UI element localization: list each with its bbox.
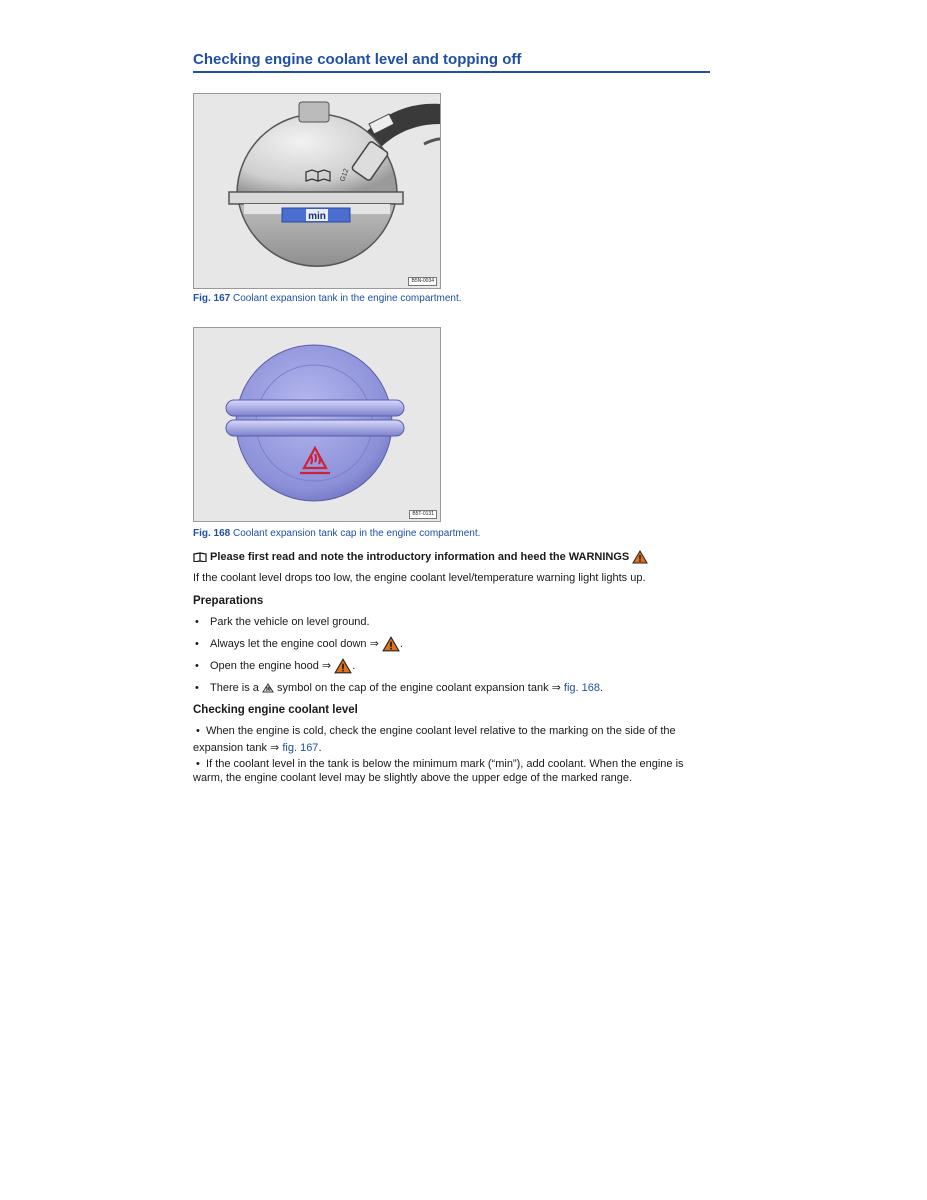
- list-item: • There is a symbol on the cap of the engine coolant expansion tank ⇒ fig. 168 .: [193, 677, 603, 699]
- checking-paragraph-2: • If the coolant level in the tank is below the minimum mark (“min”), add coolant. When the engine is warm, the engine coolant level may be slightly above the upper edge of the marked range.: [193, 758, 684, 784]
- fig-168-link[interactable]: fig. 168: [563, 681, 600, 694]
- book-icon: [193, 552, 207, 562]
- figure-tank-cap: [193, 327, 441, 522]
- warning-icon[interactable]: [334, 658, 352, 674]
- fig-167-link[interactable]: fig. 167: [282, 741, 319, 754]
- hot-coolant-symbol-icon: [262, 682, 274, 694]
- list-item: • Park the vehicle on level ground.: [193, 611, 603, 633]
- min-label: min: [308, 211, 326, 222]
- preparations-list: [193, 611, 603, 699]
- preparations-heading: Preparations: [193, 595, 264, 607]
- page-title: Checking engine coolant level and topping off: [193, 51, 710, 73]
- list-item: • Open the engine hood ⇒ .: [193, 655, 603, 677]
- warning-icon[interactable]: [382, 636, 400, 652]
- figure-coolant-tank: [193, 93, 441, 289]
- figure-code: B5T-0131: [409, 510, 437, 519]
- figure-caption: Fig. 168 Coolant expansion tank cap in the engine compartment.: [193, 528, 481, 539]
- figure-caption: Fig. 167 Coolant expansion tank in the engine compartment.: [193, 293, 462, 304]
- tank-cap-illustration: [194, 328, 440, 521]
- svg-text:G12: G12: [339, 167, 351, 183]
- warning-light-text: If the coolant level drops too low, the engine coolant level/temperature warning light lights up.: [193, 572, 646, 584]
- warning-icon[interactable]: [632, 550, 648, 564]
- checking-paragraph-1: • When the engine is cold, check the engine coolant level relative to the marking on the side of the expansion tank ⇒ fig. 167.: [193, 725, 676, 754]
- checking-heading: Checking engine coolant level: [193, 704, 358, 716]
- intro-note: Please first read and note the introductory information and heed the WARNINGS: [193, 550, 648, 564]
- coolant-tank-illustration: [194, 94, 440, 288]
- figure-code: B5N-0034: [408, 277, 437, 286]
- list-item: • Always let the engine cool down ⇒ .: [193, 633, 603, 655]
